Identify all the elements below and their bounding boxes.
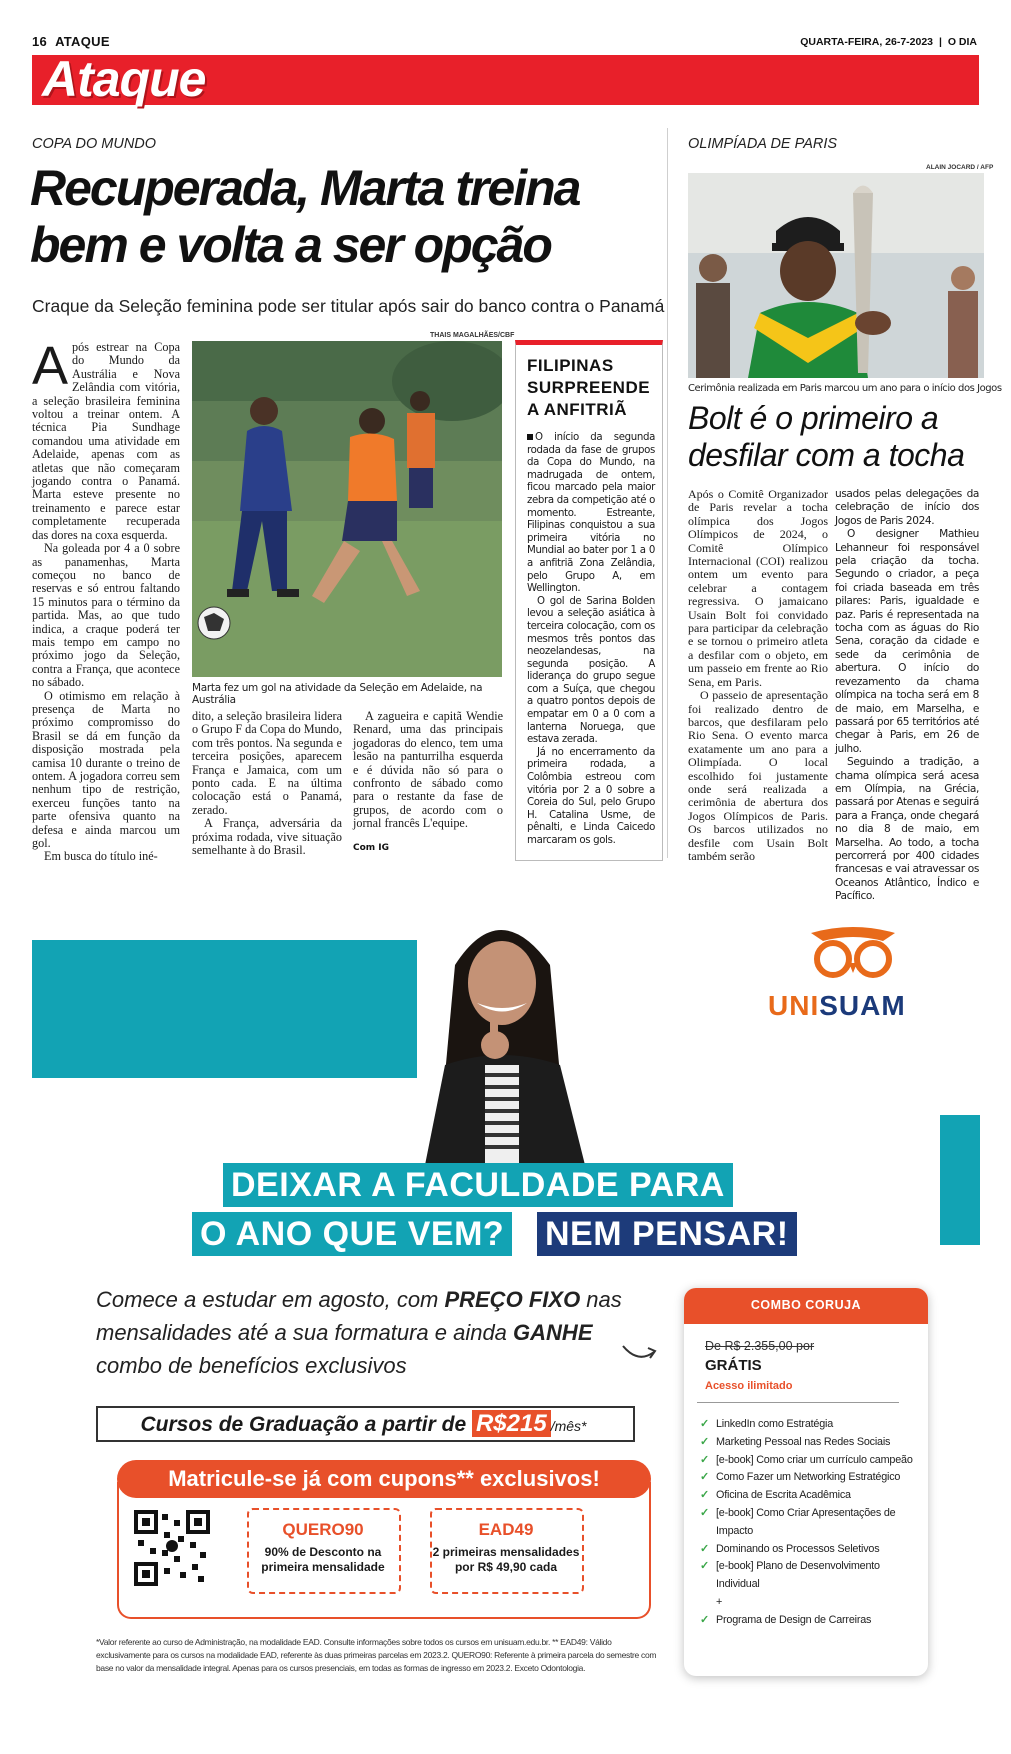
right-headline: Bolt é o primeiro a desfilar com a tocha: [688, 400, 965, 473]
photo-caption: Marta fez um gol na atividade da Seleção em Adelaide, na Austrália: [192, 682, 483, 706]
coupons-banner-text: Matricule-se já com cupons** exclusivos!: [168, 1466, 600, 1491]
paragraph: O designer Mathieu Lehanneur foi responsável pela criação da tocha. Segundo o criador, a peça foi criada baseada em três pilares: Paris, igualdade e paz. Paris é representada na tocha com as águas do Rio Sena, coração da cidade e sede da cerimônia de abertura. O início do revezamento da chama olímpica na tocha será em 8 de maio, em Marselha, e passará por 65 territórios até chegar à Paris, em 26 de julho.: [835, 528, 979, 755]
page-header-left: [32, 34, 110, 49]
ad-model-illustration: [395, 905, 610, 1165]
main-article-column-1: [32, 336, 180, 864]
courses-price-text: Cursos de Graduação a partir de R$215 /mês*: [140, 1410, 587, 1437]
check-icon: ✓: [700, 1560, 710, 1573]
combo-free-label: GRÁTIS: [705, 1357, 762, 1374]
ad-tagline-highlight: NEM PENSAR!: [537, 1212, 797, 1256]
main-subheadline: Craque da Seleção feminina pode ser titular após sair do banco contra o Panamá: [32, 296, 665, 316]
paragraph: Já no encerramento da primeira rodada, a Colômbia estreou com vitória por 2 a 0 sobre a Coreia do Sul, pelo Grupo H. Catalina Usme, de pênalti, e Linda Caicedo marcaram os gols.: [527, 746, 655, 846]
bolt-photo-illustration: [688, 173, 984, 378]
sidebar-body: [527, 432, 655, 848]
paragraph: O início da segunda rodada da fase de grupos da Copa do Mundo, na madrugada de ontem, ficou marcado pela maior zebra da competição até o momento. Estreante, Filipinas conquistou a sua primeira vitória no Mundial ao bater por 1 a 0 a anfitriã Zona Zelândia, pelo Grupo A, em Wellington.: [527, 432, 655, 595]
combo-old-price: De R$ 2.355,00 por: [705, 1339, 815, 1353]
check-icon: ✓: [700, 1542, 710, 1555]
list-item: ✓ Programa de Design de Carreiras: [700, 1612, 922, 1630]
sidebar-title: FILIPINAS SURPREENDE A ANFITRIÃ: [527, 356, 651, 419]
bullet-square-icon: [527, 434, 533, 440]
paragraph: usados pelas delegações da celebração de início dos Jogos de Paris 2024.: [835, 488, 979, 527]
page-header-right: [800, 36, 977, 48]
list-item: ✓ [e-book] Como Criar Apresentações de Impacto: [700, 1506, 896, 1537]
check-icon: ✓: [700, 1435, 710, 1448]
section-logo: Ataque: [42, 51, 206, 107]
list-item: ✓ [e-book] Como criar um currículo campeão: [700, 1452, 922, 1470]
check-icon: ✓: [700, 1506, 710, 1519]
main-headline: Recuperada, Marta treina bem e volta a ser opção: [30, 160, 580, 273]
issue-date: QUARTA-FEIRA, 26-7-2023: [800, 36, 934, 48]
curved-arrow-icon: [620, 1338, 660, 1368]
coupon-code: EAD49: [478, 1520, 534, 1539]
list-item: ✓ Oficina de Escrita Acadêmica: [700, 1487, 922, 1505]
paragraph: dito, a seleção brasileira lidera o Grupo F da Copa do Mundo, com três pontos. Na segunda e terceira posições, aparecem França e Jamaica, com um ponto cada. E na última colocação está o Panamá, zerado.: [192, 709, 342, 817]
bolt-photo: [688, 173, 984, 378]
right-kicker: OLIMPÍADA DE PARIS: [688, 136, 838, 152]
photo-credit: ALAIN JOCARD / AFP: [926, 164, 994, 171]
brand-name: UNISUAM: [768, 990, 906, 1021]
list-plus: +: [716, 1595, 723, 1608]
main-kicker: COPA DO MUNDO: [32, 136, 157, 152]
ad-teal-band-right: [940, 1115, 980, 1245]
main-article-column-3: [353, 710, 503, 831]
paragraph: A zagueira e capitã Wendie Renard, uma das principais jogadoras do elenco, tem uma lesão na panturrilha esquerda e é dúvida não só para o confronto de sábado como para o restante da fase de grupos, de acordo com o jornal francês L'equipe.: [353, 709, 503, 831]
price-badge: R$215: [472, 1410, 551, 1437]
paragraph: Seguindo a tradição, a chama olímpica será acesa em Olímpia, na Grécia, passará por Atenas e seguirá para a França, onde chegará no dia 8 de maio, em Marselha. Ao todo, a tocha percorrerá por 400 cidades francesas e vai atravessar os Oceanos Atlântico, Índico e Pacífico.: [835, 756, 979, 903]
ad-tagline-line2: O ANO QUE VEM?: [192, 1212, 512, 1256]
paragraph: O otimismo em relação à presença de Marta no próximo compromisso do Brasil se dá em função da disposição mostrada pela camisa 10 durante o treino de ontem. A jogadora correu sem nenhum tipo de restrição, exerceu funções tanto na parte ofensiva quanto na defesa e ainda marcou um gol.: [32, 688, 180, 851]
paragraph: Na goleada por 4 a 0 sobre as panamenhas, Marta começou no banco de reservas e só entrou faltando 15 minutos para o término da partida. Mas, ao que tudo indica, a craque poderá ter mais tempo em campo no próximo jogo da Seleção, contra a França, que acontece no sábado.: [32, 541, 180, 690]
list-item: ✓ LinkedIn como Estratégia: [700, 1416, 922, 1434]
training-photo-illustration: [192, 341, 502, 677]
combo-access-label: Acesso ilimitado: [705, 1380, 793, 1392]
coupon-description: 2 primeiras mensalidades por R$ 49,90 cada: [432, 1545, 580, 1574]
paragraph: A França, adversária da próxima rodada, vive situação semelhante à do Brasil.: [192, 816, 342, 858]
dropcap: A: [32, 336, 69, 396]
paragraph: O passeio de apresentação foi realizado dentro de barcos, que desfilaram pelo Rio Sena. O evento marca exatamente um ano para a Olimpíada. O local escolhido foi justamente onde será realizada a cerimônia de abertura dos Jogos Olímpicos de Paris. Os barcos utilizados no desfile com Usain Bolt também serão: [688, 688, 828, 863]
newspaper-name: O DIA: [947, 36, 977, 48]
combo-benefits-list: [700, 1416, 922, 1630]
check-icon: ✓: [700, 1453, 710, 1466]
page-number: 16: [32, 34, 48, 49]
paragraph: Após o Comitê Organizador de Paris revelar a tocha olímpica dos Jogos Olímpicos de 2024, o Comitê Olímpico Internacional (COI) realizou ontem um evento para celebrar a contagem regressiva. O jamaicano Usain Bolt foi convidado para participar da celebração e se tornou o primeiro atleta a desfilar com o objeto, em um passeio em frente ao Rio Sena, em Paris.: [688, 487, 828, 689]
photo-caption: Cerimônia realizada em Paris marcou um ano para o início dos Jogos: [688, 383, 1002, 394]
right-article-column-2: [835, 488, 979, 904]
article-credit: Com IG: [353, 843, 390, 853]
ad-teal-band: [32, 940, 417, 1078]
check-icon: ✓: [700, 1418, 710, 1430]
photo-credit: THAIS MAGALHÃES/CBF: [430, 332, 515, 339]
paragraph: pós estrear na Copa do Mundo da Austrália e Nova Zelândia com vitória, a seleção brasileira feminina voltou a treinar ontem. A técnica Pia Sundhage comandou uma atividade em Adelaide, apenas com as atletas que não começaram jogando contra o Panamá. Marta esteve presente no treinamento e parece estar completamente recuperada das dores na coxa esquerda.: [32, 340, 180, 542]
list-item: ✓ Marketing Pessoal nas Redes Sociais: [700, 1434, 922, 1452]
ad-model-photo: [395, 905, 610, 1165]
list-item: ✓ Dominando os Processos Seletivos: [700, 1541, 922, 1559]
check-icon: ✓: [700, 1613, 710, 1626]
training-photo: [192, 341, 502, 677]
ad-footnote: *Valor referente ao curso de Administração, na modalidade EAD. Consulte informações sobre todos os cursos em unisuam.edu.br. ** EAD49: Válido exclusivamente para os cursos na modalidade EAD, referente às duas primeiras parcelas em 2023.2. QUERO90: Referente à primeira parcela do semestre com base no valor da mensalidade integral. Apenas para os cursos presenciais, em todas as formas de ingresso em 2023.2. Exceto Odontologia.: [96, 1637, 657, 1673]
main-article-column-2: [192, 710, 342, 857]
list-item: ✓ [e-book] Plano de Desenvolvimento Individual: [700, 1560, 880, 1591]
check-icon: ✓: [700, 1471, 710, 1484]
combo-divider: [697, 1402, 899, 1403]
paragraph: Em busca do título iné-: [44, 849, 158, 864]
coupon-code: QUERO90: [282, 1520, 364, 1539]
coupon-description: 90% de Desconto na primeira mensalidade: [261, 1545, 385, 1574]
header-separator: |: [938, 36, 942, 48]
owl-logo-icon: [803, 923, 903, 983]
ad-promo-text: Comece a estudar em agosto, com PREÇO FIXO nas mensalidades até a sua formatura e ainda GANHE combo de benefícios exclusivos: [96, 1287, 622, 1378]
paragraph: O gol de Sarina Bolden levou a seleção asiática à terceira colocação, com os mesmos três pontos das neozelandesas, na segunda posição. A liderança do grupo segue com a Suíça, que chegou a quatro pontos depois de empatar em 0 a 0 com a lanterna Noruega, que estava zerada.: [527, 595, 655, 746]
check-icon: ✓: [700, 1489, 710, 1502]
right-article-column-1: [688, 488, 828, 863]
list-item: ✓ Como Fazer um Networking Estratégico: [700, 1469, 922, 1487]
combo-title: COMBO CORUJA: [750, 1298, 862, 1312]
section-name: ATAQUE: [55, 34, 110, 49]
ad-tagline-line1: DEIXAR A FACULDADE PARA: [223, 1163, 733, 1207]
qr-code-icon[interactable]: [134, 1510, 210, 1586]
